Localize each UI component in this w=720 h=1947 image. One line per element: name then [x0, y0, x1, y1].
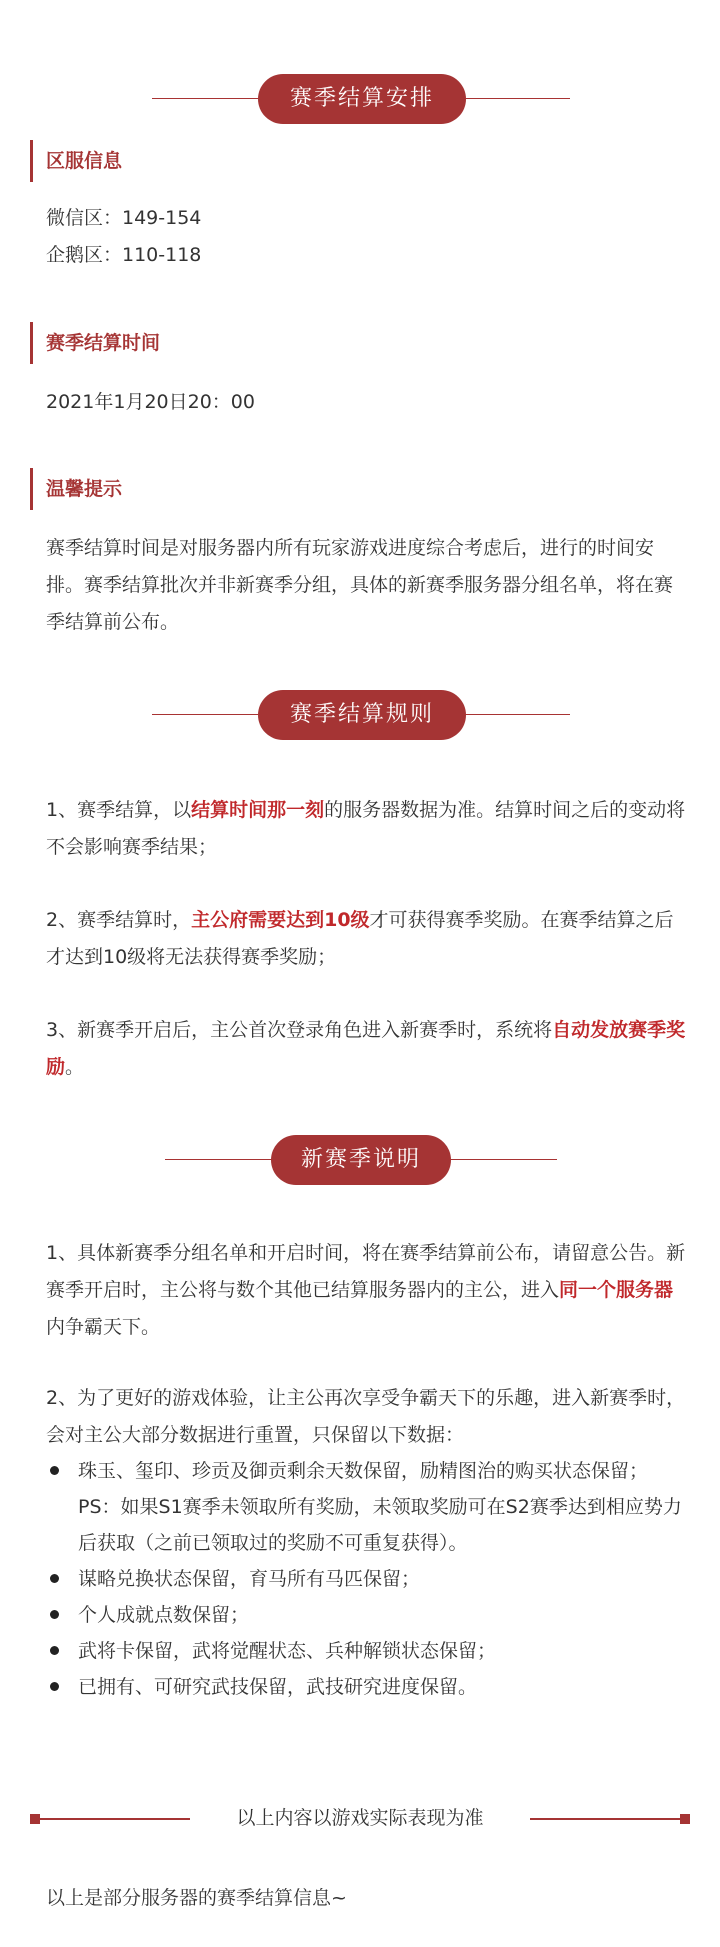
list-item-text: 武将卡保留，武将觉醒状态、兵种解锁状态保留；	[78, 1640, 497, 1662]
list-item-text: 已拥有、可研究武技保留，武技研究进度保留。	[78, 1676, 478, 1698]
list-item-text: 珠玉、玺印、珍贡及御贡剩余天数保留，励精图治的购买状态保留；	[78, 1460, 649, 1482]
divider-line-left	[38, 1818, 190, 1820]
banner-line-right	[464, 714, 570, 715]
section-title-tips	[30, 468, 430, 510]
list-item-text: 谋略兑换状态保留，育马所有马匹保留；	[78, 1568, 421, 1590]
paragraph-highlight: 同一个服务器	[559, 1279, 674, 1301]
rule-text: 的服务器数据为准。结算时间之后的变动将不会影响赛季结果；	[46, 799, 686, 858]
retained-data-list	[46, 1453, 696, 1705]
rule-text: 3、新赛季开启后，主公首次登录角色进入新赛季时，系统将	[46, 1019, 553, 1041]
rule-highlight: 自动发放赛季奖励	[46, 1019, 686, 1078]
bullet-dot-icon	[50, 1610, 59, 1619]
banner-new-season	[0, 1135, 720, 1185]
banner-pill: 赛季结算安排	[258, 74, 466, 124]
banner-pill: 赛季结算规则	[258, 690, 466, 740]
paragraph-text: 内争霸天下。	[46, 1316, 161, 1338]
settle-time-value: 2021年1月20日20：00	[46, 391, 255, 413]
new-season-p2: 2、为了更好的游戏体验，让主公再次享受争霸天下的乐趣，进入新赛季时，会对主公大部分数据进行重置，只保留以下数据：	[46, 1387, 686, 1446]
footer-note: 以上内容以游戏实际表现为准	[236, 1807, 484, 1829]
ps-note: PS：如果S1赛季未领取所有奖励，未领取奖励可在S2赛季达到相应势力后获取（之前已领取过的奖励不可重复获得）。	[78, 1496, 682, 1554]
section-title-settle-time	[30, 322, 430, 364]
section-accent-bar	[30, 468, 33, 510]
rule-highlight: 主公府需要达到10级	[191, 909, 370, 931]
section-title-text: 温馨提示	[46, 478, 123, 500]
list-item	[46, 1669, 696, 1705]
rule-2	[46, 902, 686, 976]
footer-divider	[0, 1800, 720, 1836]
tips-body: 赛季结算时间是对服务器内所有玩家游戏进度综合考虑后，进行的时间安排。赛季结算批次并非新赛季分组，具体的新赛季服务器分组名单，将在赛季结算前公布。	[46, 537, 674, 633]
bullet-dot-icon	[50, 1466, 59, 1475]
rule-text: 才可获得赛季奖励。在赛季结算之后才达到10级将无法获得赛季奖励；	[46, 909, 674, 968]
rule-highlight: 结算时间那一刻	[191, 799, 325, 821]
divider-line-right	[530, 1818, 684, 1820]
banner-arrangement	[0, 74, 720, 124]
rule-text: 2、赛季结算时，	[46, 909, 192, 931]
rule-1	[46, 792, 686, 866]
bullet-dot-icon	[50, 1646, 59, 1655]
new-season-p1	[46, 1235, 686, 1346]
section-title-text: 区服信息	[46, 150, 123, 172]
paragraph-text: 1、具体新赛季分组名单和开启时间，将在赛季结算前公布，请留意公告。新赛季开启时，主公将与数个其他已结算服务器内的主公，进入	[46, 1242, 686, 1301]
section-title-server-info	[30, 140, 430, 182]
list-item-text: 个人成就点数保留；	[78, 1604, 250, 1626]
rule-text: 1、赛季结算，以	[46, 799, 192, 821]
closing-text: 以上是部分服务器的赛季结算信息~	[46, 1887, 347, 1909]
bullet-dot-icon	[50, 1682, 59, 1691]
banner-pill: 新赛季说明	[271, 1135, 451, 1185]
section-accent-bar	[30, 322, 33, 364]
banner-line-right	[464, 98, 570, 99]
list-item	[46, 1453, 696, 1561]
list-item	[46, 1633, 696, 1669]
rule-3	[46, 1012, 686, 1086]
list-item	[46, 1561, 696, 1597]
list-item	[46, 1597, 696, 1633]
section-accent-bar	[30, 140, 33, 182]
rule-text: 。	[65, 1056, 85, 1078]
banner-rules	[0, 690, 720, 740]
banner-line-left	[152, 98, 260, 99]
server-penguin: 企鹅区：110-118	[46, 244, 202, 266]
section-title-text: 赛季结算时间	[46, 332, 161, 354]
banner-line-right	[449, 1159, 557, 1160]
server-wechat: 微信区：149-154	[46, 207, 202, 229]
bullet-dot-icon	[50, 1574, 59, 1583]
banner-line-left	[152, 714, 260, 715]
banner-line-left	[165, 1159, 273, 1160]
divider-square-right	[680, 1814, 690, 1824]
